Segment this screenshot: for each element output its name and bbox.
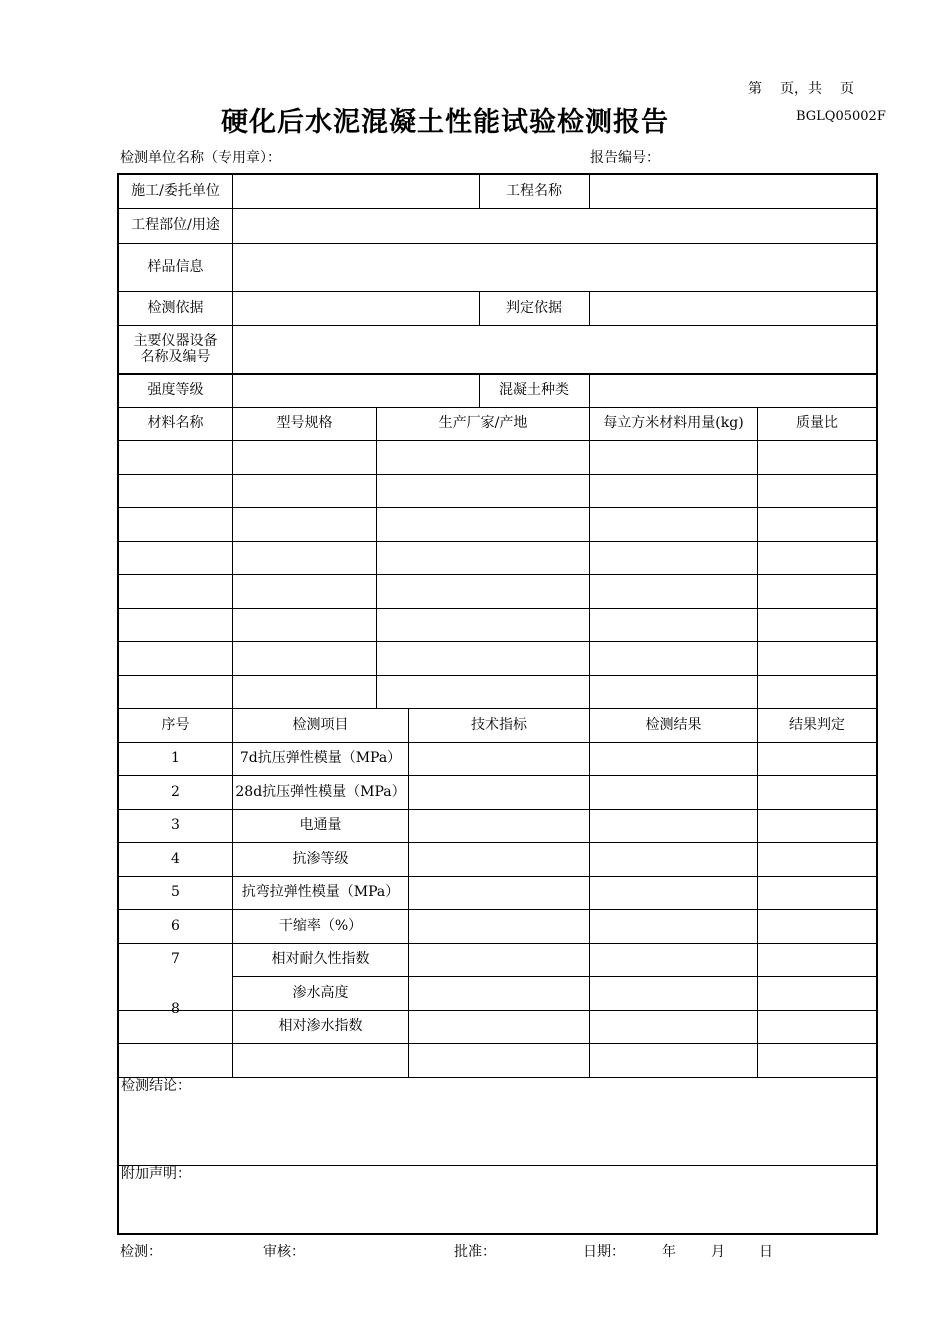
construction-unit-label: 施工/委托单位 [131, 183, 220, 199]
test-item-3: 电通量 [299, 817, 342, 833]
equipment-label-line-1: 主要仪器设备 [133, 333, 218, 349]
test-item-5: 抗弯拉弹性模量（MPa） [241, 884, 400, 900]
project-name-label: 工程名称 [506, 183, 562, 199]
concrete-type-field[interactable] [590, 373, 876, 407]
test-no-8: 8 [171, 1001, 180, 1017]
sample-info-field[interactable] [233, 243, 876, 291]
conclusion-label: 检测结论： [121, 1078, 191, 1094]
judge-basis-field[interactable] [590, 291, 876, 325]
material-dosage-header: 每立方米材料用量(kg) [603, 415, 744, 431]
test-item-7: 相对耐久性指数 [271, 951, 370, 967]
test-no-7: 7 [171, 951, 180, 967]
project-part-label: 工程部位/用途 [131, 217, 220, 233]
test-no-4: 4 [171, 850, 180, 867]
test-item-1: 7d抗压弹性模量（MPa） [239, 750, 402, 766]
test-no-header: 序号 [161, 716, 190, 733]
material-name-header: 材料名称 [147, 415, 204, 431]
construction-unit-field[interactable] [233, 175, 479, 208]
material-manufacturer-header: 生产厂家/产地 [438, 415, 528, 431]
result-judgement-header: 结果判定 [789, 716, 845, 733]
equipment-field[interactable] [233, 325, 876, 373]
reviewer-label: 审核： [263, 1244, 305, 1260]
test-item-6: 干缩率（%） [278, 917, 363, 934]
test-no-3: 3 [171, 817, 180, 833]
test-item-2: 28d抗压弹性模量（MPa） [235, 783, 406, 800]
day-label: 日 [759, 1244, 773, 1260]
test-basis-field[interactable] [233, 291, 479, 325]
page-indicator [748, 78, 854, 98]
material-ratio-header: 质量比 [796, 415, 838, 431]
test-no-2: 2 [171, 783, 180, 800]
test-no-1: 1 [171, 750, 180, 766]
equipment-label [119, 325, 232, 373]
test-item-4: 抗渗等级 [292, 850, 349, 867]
test-no-5: 5 [171, 884, 180, 900]
year-label: 年 [662, 1244, 676, 1260]
test-item-header: 检测项目 [292, 716, 349, 733]
test-basis-label: 检测依据 [147, 299, 204, 316]
note-label: 附加声明： [121, 1166, 191, 1182]
page-label-ye: 页 [840, 81, 854, 97]
month-label: 月 [711, 1244, 725, 1260]
project-name-field[interactable] [590, 175, 876, 208]
page-label-ye-gong: 页，共 [780, 81, 822, 97]
tester-label: 检测： [120, 1244, 162, 1260]
tech-index-header: 技术指标 [471, 716, 527, 733]
material-spec-header: 型号规格 [276, 415, 333, 431]
test-result-header: 检测结果 [645, 716, 702, 733]
strength-grade-field[interactable] [233, 373, 479, 407]
approver-label: 批准： [454, 1244, 496, 1260]
report-number-label: 报告编号： [590, 150, 660, 166]
judge-basis-label: 判定依据 [506, 299, 562, 316]
date-label: 日期： [583, 1244, 625, 1260]
test-no-6: 6 [171, 917, 180, 934]
report-form [117, 173, 878, 1235]
project-part-field[interactable] [233, 208, 876, 243]
equipment-label-line-2: 名称及编号 [140, 349, 211, 365]
concrete-type-label: 混凝土种类 [499, 381, 569, 398]
test-item-8a: 渗水高度 [292, 984, 349, 1001]
report-title: 硬化后水泥混凝土性能试验检测报告 [221, 107, 669, 138]
strength-grade-label: 强度等级 [147, 381, 204, 398]
sample-info-label: 样品信息 [147, 258, 204, 275]
page-label-di: 第 [748, 81, 762, 97]
form-code: BGLQ05002F [796, 109, 886, 124]
testing-unit-label: 检测单位名称（专用章）： [120, 150, 281, 166]
test-item-8b: 相对渗水指数 [278, 1018, 363, 1034]
